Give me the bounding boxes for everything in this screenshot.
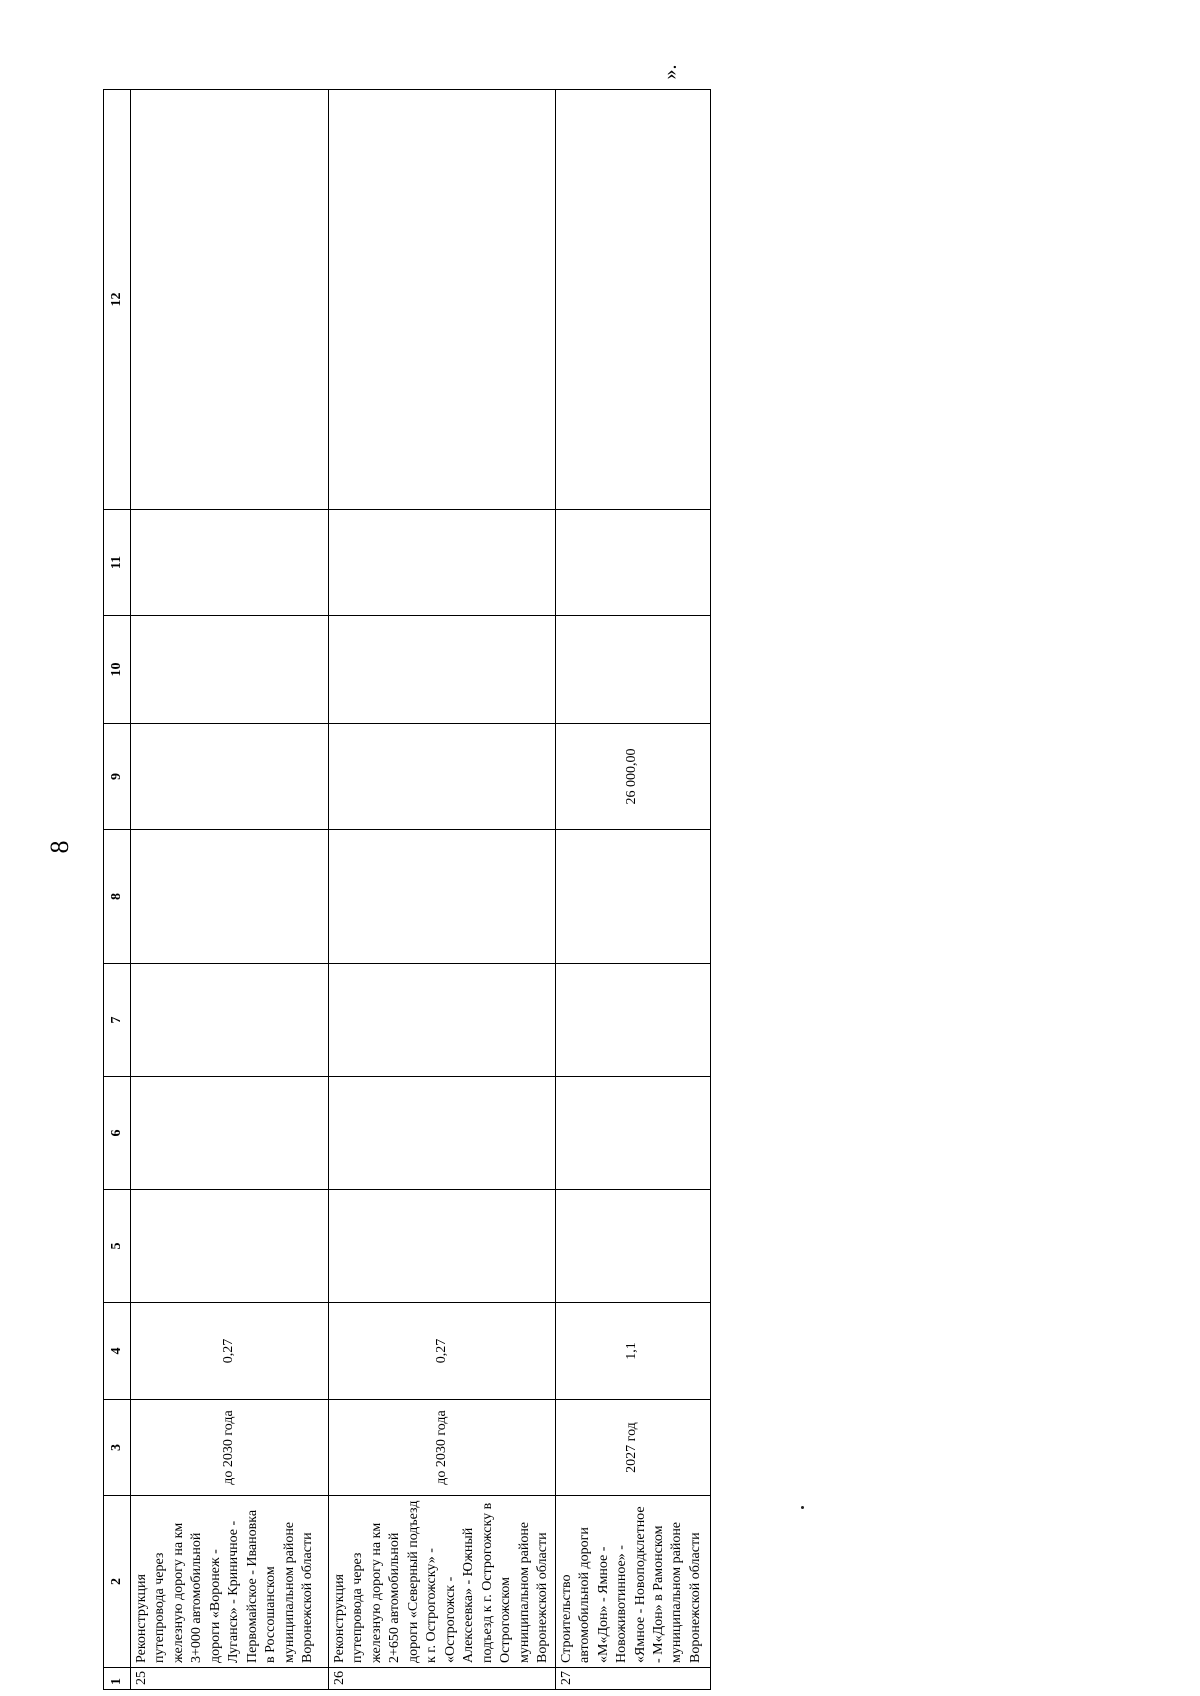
cell-col-5 [555, 1190, 710, 1303]
cell-col-6 [131, 1077, 329, 1190]
page-number: 8 [45, 840, 74, 854]
row-number: 26 [329, 1668, 556, 1690]
cell-col-12 [131, 90, 329, 510]
col-num-6: 6 [104, 1077, 131, 1190]
cell-col-8 [131, 830, 329, 964]
cell-col-12 [555, 90, 710, 510]
cell-col-11 [131, 510, 329, 616]
cell-col-8 [555, 830, 710, 964]
cell-col-11 [555, 510, 710, 616]
row-number: 27 [555, 1668, 710, 1690]
cell-col-6 [329, 1077, 556, 1190]
cell-col-5 [329, 1190, 556, 1303]
column-number-row [104, 90, 131, 1690]
col-num-5: 5 [104, 1190, 131, 1303]
deadline-cell: до 2030 года [329, 1400, 556, 1496]
table-row [329, 90, 556, 1690]
cell-col-10 [329, 616, 556, 724]
object-description: Строительство автомобильной дороги «М«Дон» - Ямное - Новоживотинное» - «Ямное - Новоподклетное - М«Дон» в Рамонском муниципальном районе Воронежской области [555, 1496, 710, 1668]
table-row [555, 90, 710, 1690]
col-num-12: 12 [104, 90, 131, 510]
length-cell: 0,27 [329, 1303, 556, 1400]
deadline-cell: 2027 год [555, 1400, 710, 1496]
cell-col-11 [329, 510, 556, 616]
cell-col-10 [555, 616, 710, 724]
col-num-11: 11 [104, 510, 131, 616]
scan-speck [801, 1506, 804, 1509]
object-description: Реконструкция путепровода через железную дорогу на км 3+000 автомобильной дороги «Воронеж - Луганск» - Криничное - Первомайское - Ивановка в Россошанском муниципальном районе Воронежской области [131, 1496, 329, 1668]
cell-col-9 [131, 724, 329, 830]
col-num-3: 3 [104, 1400, 131, 1496]
deadline-cell: до 2030 года [131, 1400, 329, 1496]
col-num-8: 8 [104, 830, 131, 964]
col-num-9: 9 [104, 724, 131, 830]
cell-col-6 [555, 1077, 710, 1190]
closing-quote-mark: ». [659, 64, 681, 80]
length-cell: 0,27 [131, 1303, 329, 1400]
cell-col-7 [131, 964, 329, 1077]
col-num-4: 4 [104, 1303, 131, 1400]
object-description: Реконструкция путепровода через железную дорогу на км 2+650 автомобильной дороги «Северный подъезд к г. Острогожску» - «Острогожск - Алексеевка» - Южный подъезд к г. Острогожску в Острогожском муниципальном районе Воронежской области [329, 1496, 556, 1668]
cell-col-8 [329, 830, 556, 964]
length-cell: 1,1 [555, 1303, 710, 1400]
objects-table-grid [103, 89, 711, 1690]
cell-col-9 [329, 724, 556, 830]
col-num-10: 10 [104, 616, 131, 724]
cell-col-12 [329, 90, 556, 510]
cell-col-5 [131, 1190, 329, 1303]
cell-col-10 [131, 616, 329, 724]
col-num-1: 1 [104, 1668, 131, 1690]
row-number: 25 [131, 1668, 329, 1690]
cell-col-9: 26 000,00 [555, 724, 710, 830]
objects-table [103, 90, 703, 1690]
cell-col-7 [555, 964, 710, 1077]
col-num-7: 7 [104, 964, 131, 1077]
cell-col-7 [329, 964, 556, 1077]
table-row [131, 90, 329, 1690]
col-num-2: 2 [104, 1496, 131, 1668]
